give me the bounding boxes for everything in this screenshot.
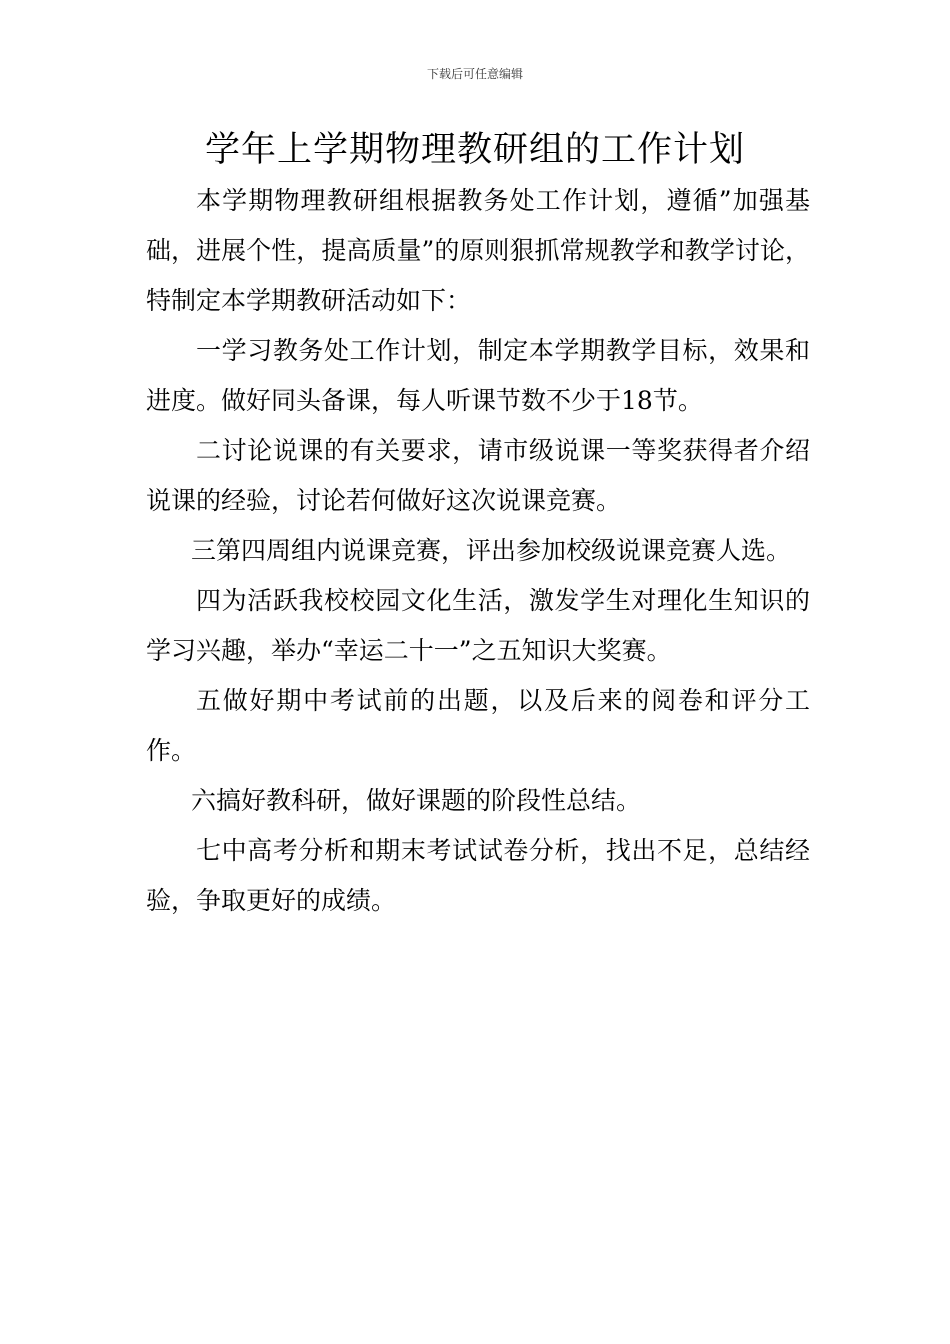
document-body: [146, 176, 810, 926]
plan-item-4: 四为活跃我校校园文化生活，激发学生对理化生知识的学习兴趣，举办“幸运二十一”之五知识大奖赛。: [146, 586, 810, 665]
plan-item-6: 六搞好教科研，做好课题的阶段性总结。: [191, 786, 642, 815]
document-title: 学年上学期物理教研组的工作计划: [204, 130, 745, 170]
header-note: 下载后可任意编辑: [426, 67, 523, 81]
plan-item-2: 二讨论说课的有关要求，请市级说课一等奖获得者介绍说课的经验，讨论若何做好这次说课竞赛。: [146, 436, 810, 515]
intro-paragraph: 本学期物理教研组根据教务处工作计划，遵循”加强基础，进展个性，提高质量”的原则狠抓常规教学和教学讨论，特制定本学期教研活动如下：: [146, 186, 810, 315]
plan-item-3: 三第四周组内说课竞赛，评出参加校级说课竞赛人选。: [191, 536, 792, 565]
plan-item-5: 五做好期中考试前的出题，以及后来的阅卷和评分工作。: [146, 686, 810, 765]
plan-item-1: 一学习教务处工作计划，制定本学期教学目标，效果和进度。做好同头备课，每人听课节数不少于18节。: [146, 336, 810, 415]
plan-item-7: 七中高考分析和期末考试试卷分析，找出不足，总结经验，争取更好的成绩。: [146, 836, 810, 915]
